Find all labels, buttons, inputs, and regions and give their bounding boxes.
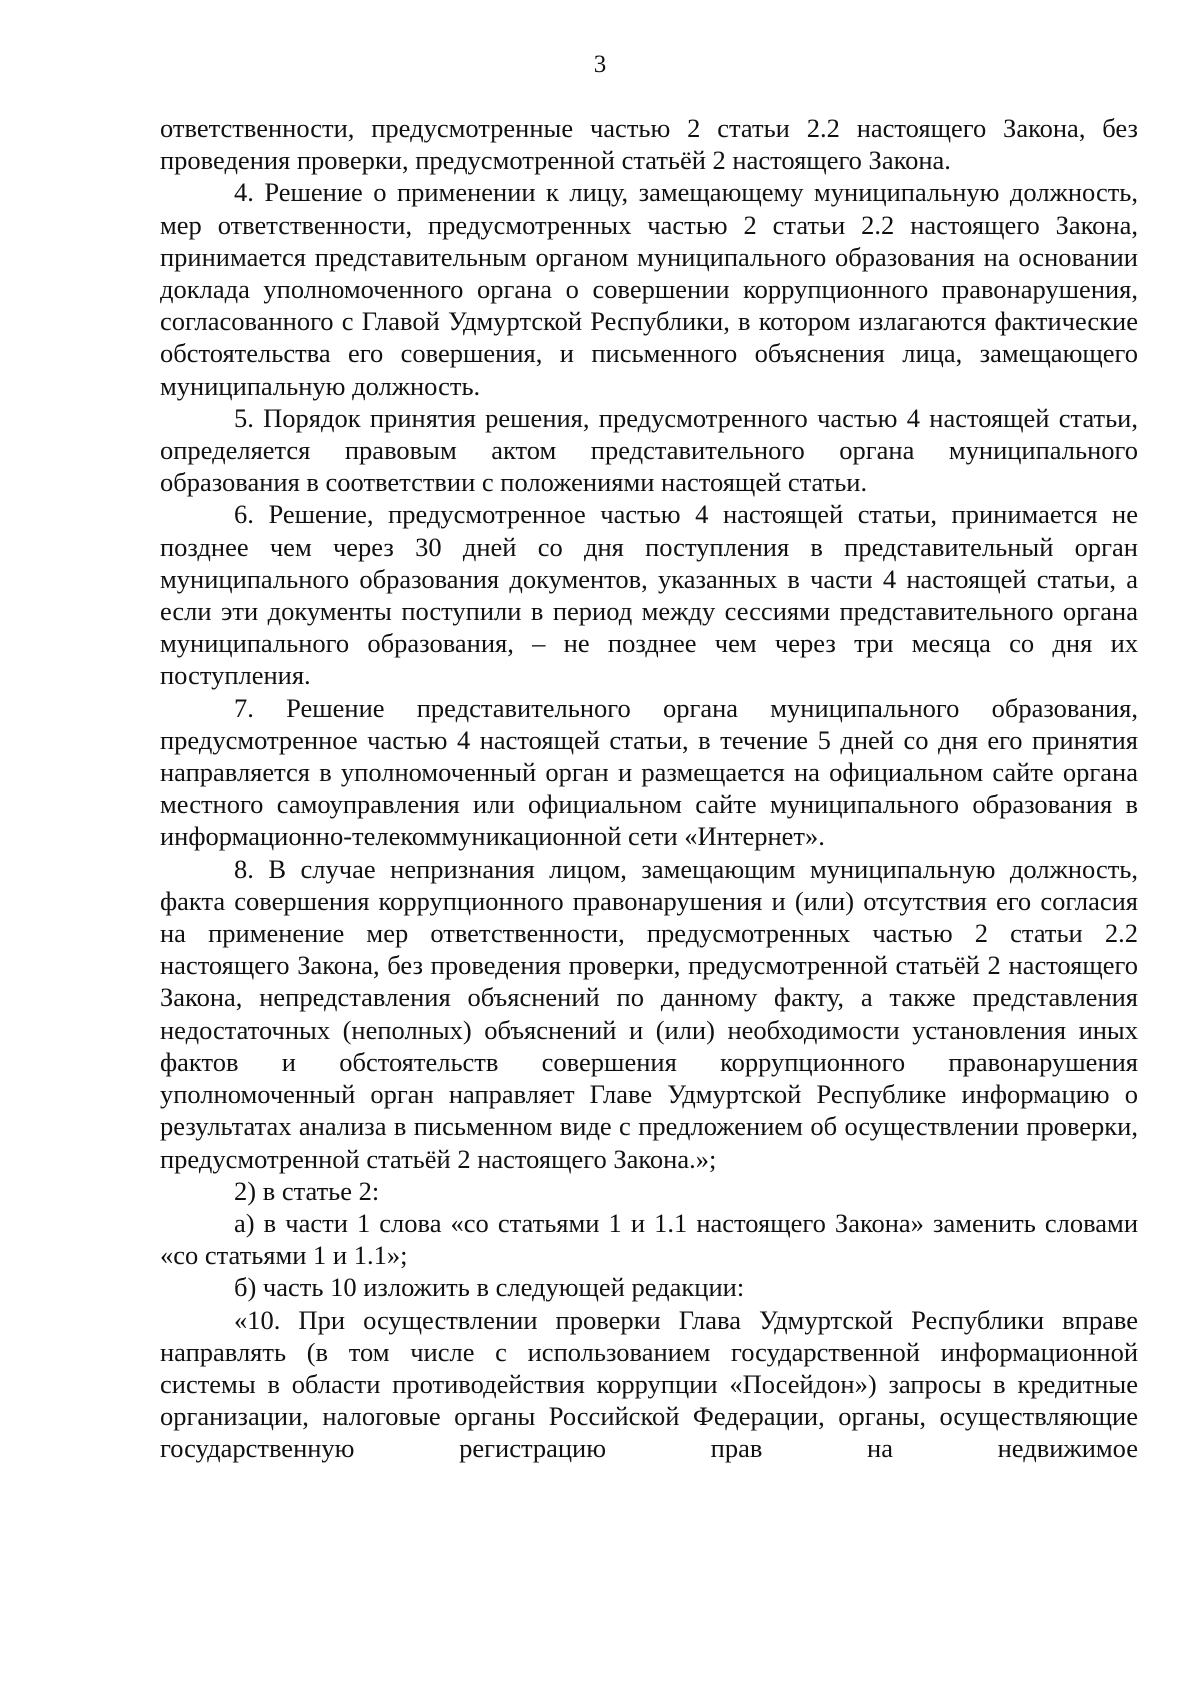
paragraph-continuation: ответственности, предусмотренные частью 2 статьи 2.2 настоящего Закона, без проведения проверки, предусмотренной статьёй 2 настоящего Закона. <box>160 113 1138 176</box>
paragraph-subitem-a: а) в части 1 слова «со статьями 1 и 1.1 настоящего Закона» заменить словами «со статьями 1 и 1.1»; <box>160 1207 1138 1271</box>
document-body <box>160 112 1138 1465</box>
paragraph-item-5: 5. Порядок принятия решения, предусмотренного частью 4 настоящей статьи, определяется правовым актом представительного органа муниципального образования в соответствии с положениями настоящей статьи. <box>160 402 1138 498</box>
paragraph-item-8: 8. В случае непризнания лицом, замещающим муниципальную должность, факта совершения коррупционного правонарушения и (или) отсутствия его согласия на применение мер ответственности, предусмотренных частью 2 статьи 2.2 настоящего Закона, без проведения проверки, предусмотренной статьёй 2 настоящего Закона, непредставления объяснений по данному факту, а также представления недостаточных (неполных) объяснений и (или) необходимости установления иных фактов и обстоятельств совершения коррупционного правонарушения уполномоченный орган направляет Главе Удмуртской Республике информацию о результатах анализа в письменном виде с предложением об осуществлении проверки, предусмотренной статьёй 2 настоящего Закона.»; <box>160 853 1138 1174</box>
paragraph-item-7: 7. Решение представительного органа муниципального образования, предусмотренное частью 4 настоящей статьи, в течение 5 дней со дня его принятия направляется в уполномоченный орган и размещается на официальном сайте органа местного самоуправления или официальном сайте муниципального образования в информационно-телекоммуникационной сети «Интернет». <box>160 692 1138 852</box>
paragraph-article-2: 2) в статье 2: <box>234 1175 380 1206</box>
page-number: 3 <box>593 51 607 78</box>
paragraph-item-6: 6. Решение, предусмотренное частью 4 настоящей статьи, принимается не позднее чем через 30 дней со дня поступления в представительный орган муниципального образования документов, указанных в части 4 настоящей статьи, а если эти документы поступили в период между сессиями представительного органа муниципального образования, – не позднее чем через три месяца со дня их поступления. <box>160 499 1138 691</box>
paragraph-subitem-b: б) часть 10 изложить в следующей редакции: <box>234 1272 745 1303</box>
paragraph-item-10: «10. При осуществлении проверки Глава Удмуртской Республики вправе направлять (в том числе с использованием государственной информационной системы в области противодействия коррупции «Посейдон») запросы в кредитные организации, налоговые органы Российской Федерации, органы, осуществляющие государственную регистрацию прав на недвижимое <box>160 1304 1138 1464</box>
paragraph-item-4: 4. Решение о применении к лицу, замещающему муниципальную должность, мер ответственности, предусмотренных частью 2 статьи 2.2 настоящего Закона, принимается представительным органом муниципального образования на основании доклада уполномоченного органа о совершении коррупционного правонарушения, согласованного с Главой Удмуртской Республики, в котором излагаются фактические обстоятельства его совершения, и письменного объяснения лица, замещающего муниципальную должность. <box>160 177 1138 401</box>
